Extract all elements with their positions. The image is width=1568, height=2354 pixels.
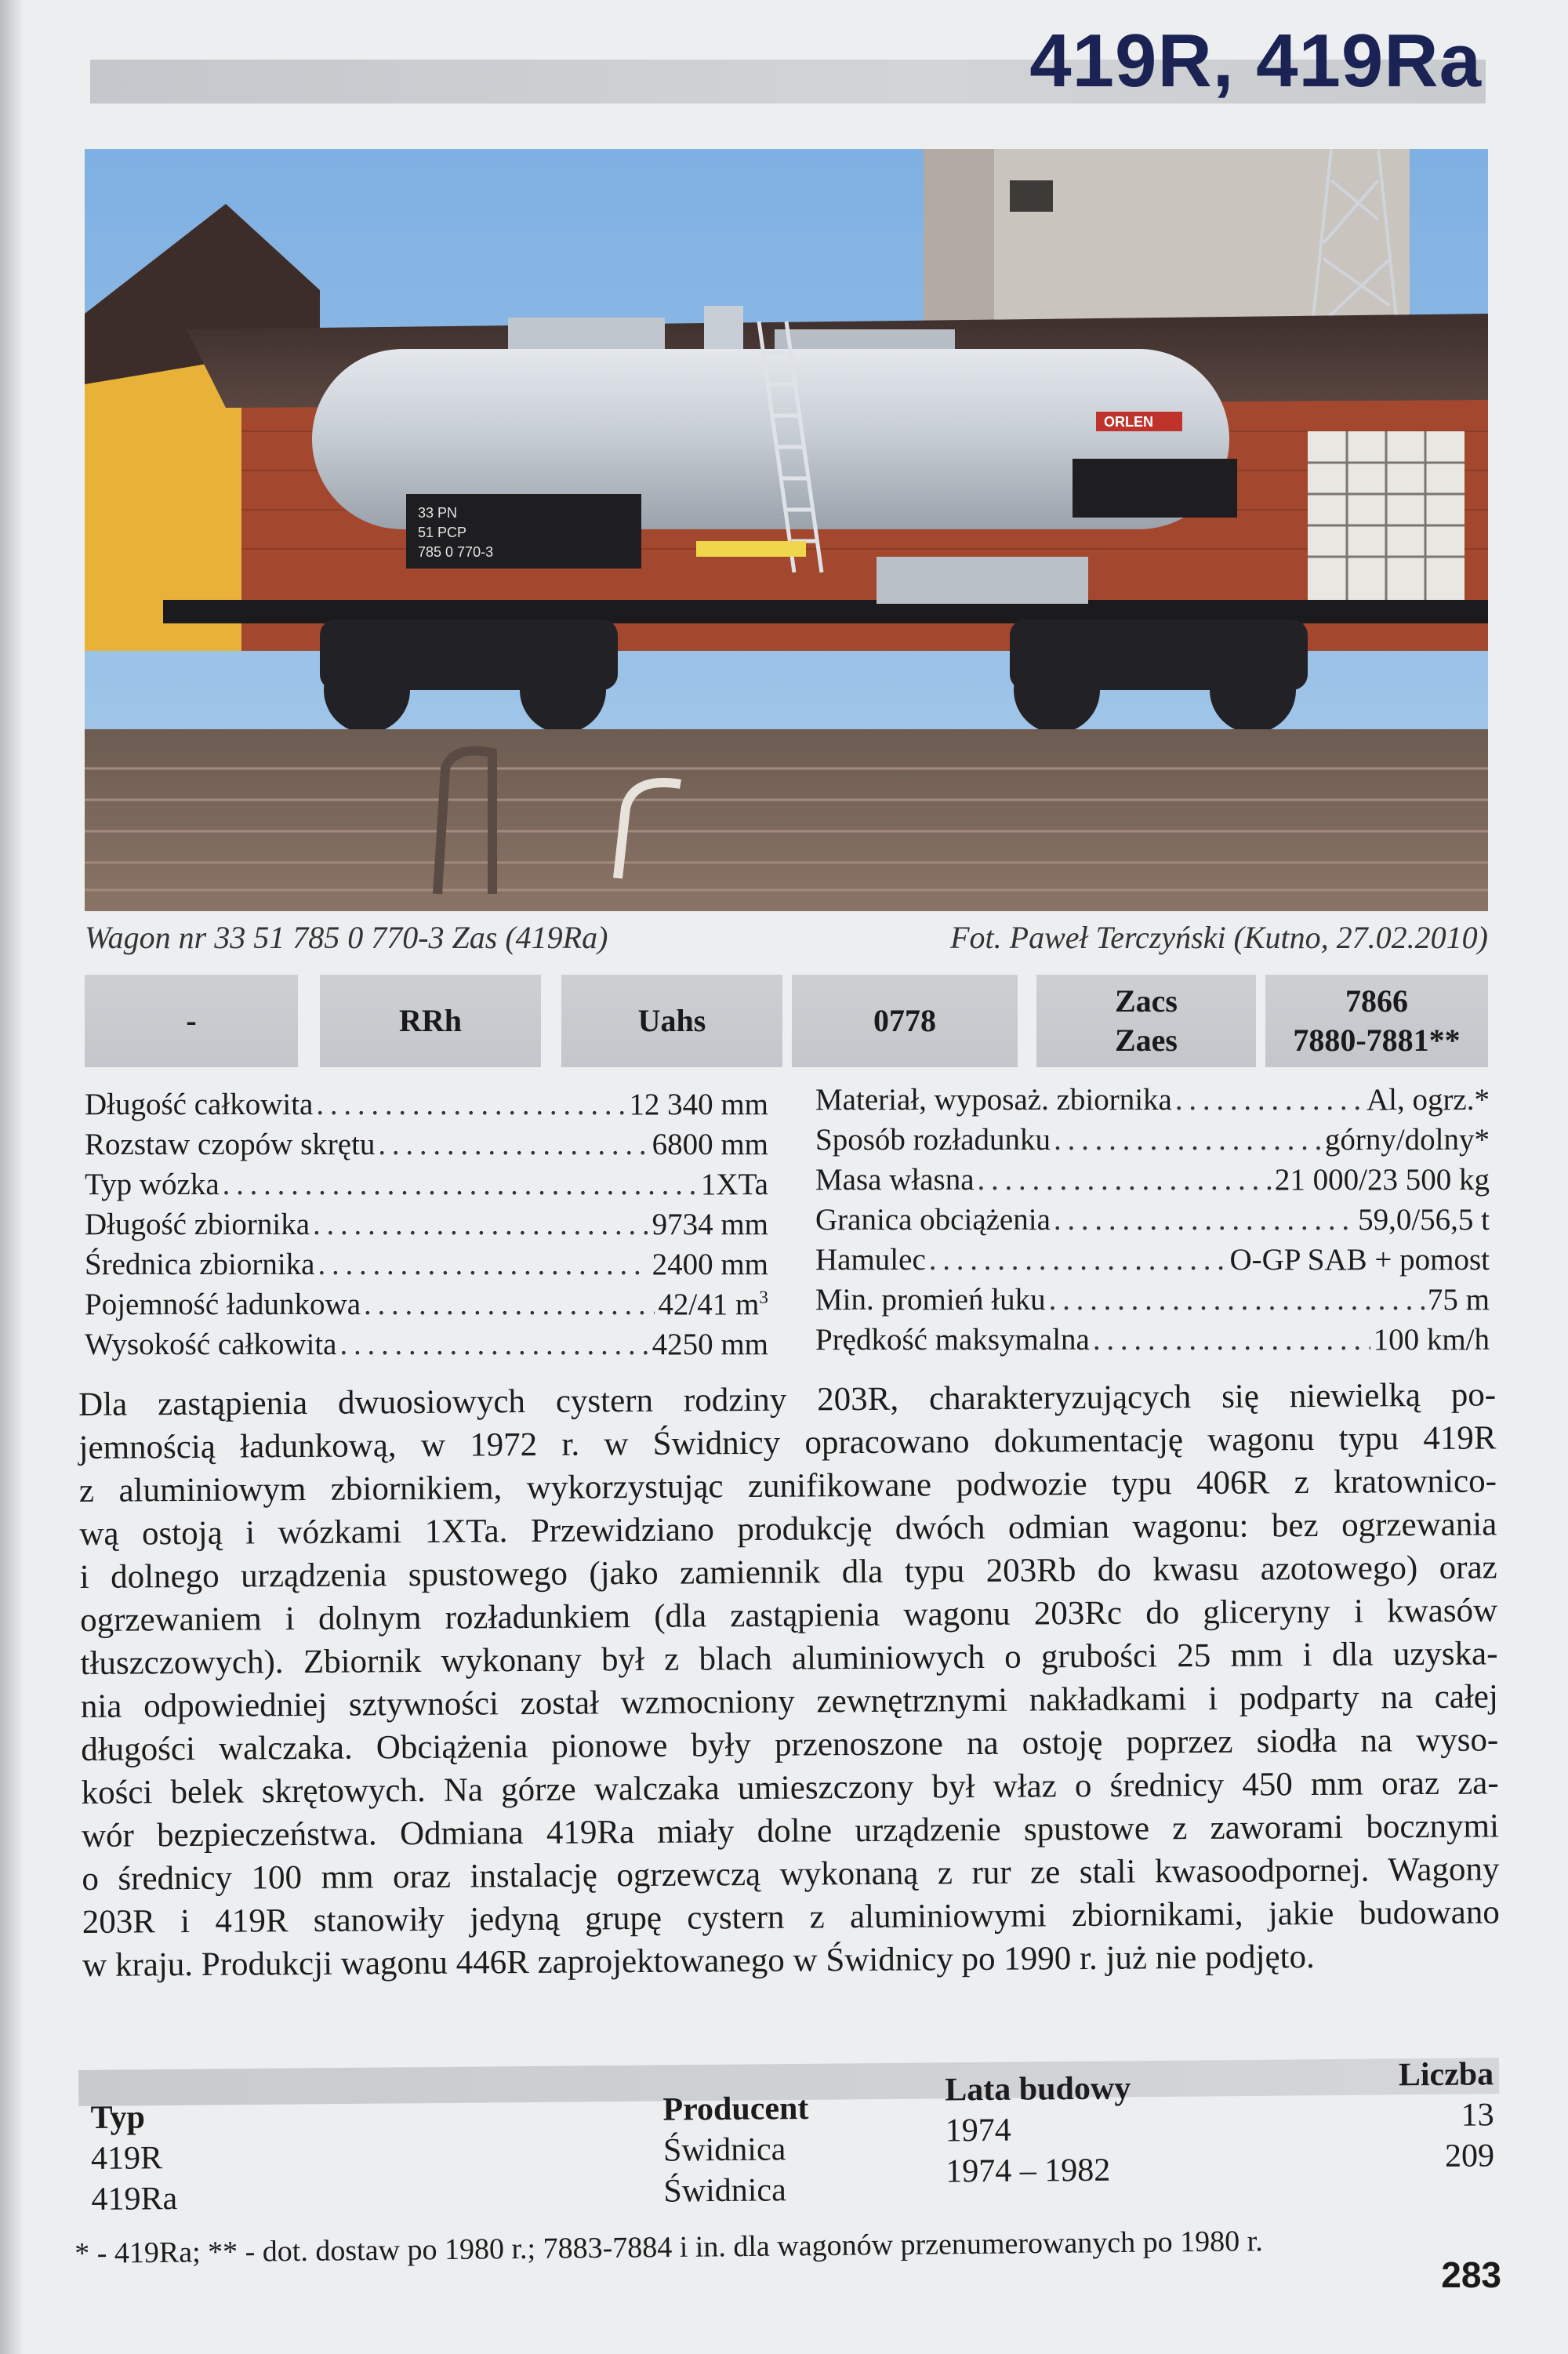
spec-row [815, 1280, 1490, 1320]
code-value: Zaes [1115, 1023, 1178, 1058]
code-box-4 [792, 975, 1018, 1067]
spec-value: 42/41 m [658, 1288, 760, 1321]
spec-label: Długość całkowita [85, 1088, 314, 1121]
code-box-3 [561, 975, 782, 1067]
spec-superscript: 3 [759, 1288, 768, 1308]
spec-label: Sposób rozładunku [815, 1123, 1051, 1157]
cell-count: 13 [1461, 2097, 1494, 2134]
spec-list-right [815, 1080, 1490, 1360]
spec-value: 2400 mm [652, 1248, 768, 1281]
body-line: 203R i 419R stanowiły jedyną grupę cystern z aluminiowymi zbiornikami, jakie budowano [82, 1894, 1500, 1941]
spec-row [85, 1324, 768, 1364]
spec-value: 6800 mm [652, 1128, 768, 1161]
col-header: Producent [662, 2091, 809, 2128]
page-number: 283 [1441, 2254, 1501, 2295]
col-producer [662, 2088, 809, 2212]
body-line: ogrzewaniem i dolnym rozładunkiem (dla zastąpienia wagonu 203Rc do gliceryny i kwasów [79, 1592, 1498, 1639]
photo-credit: Fot. Paweł Terczyński (Kutno, 27.02.2010) [950, 920, 1488, 955]
spec-value: 75 m [1427, 1283, 1490, 1317]
spec-row [85, 1124, 768, 1164]
spec-label: Granica obciążenia [815, 1203, 1051, 1237]
body-line: i dolnego urządzenia spustowego (jako zamiennik dla typu 203Rb do kwasu azotowego) oraz [79, 1549, 1497, 1596]
spec-label: Średnica zbiornika [85, 1248, 315, 1281]
spec-row [85, 1284, 768, 1324]
body-line: długości walczaka. Obciążenia pionowe były przenoszone na ostoję poprzez siodła na wyso- [81, 1721, 1499, 1768]
spec-row [815, 1200, 1490, 1240]
cell-producer: Świdnica [663, 2172, 786, 2210]
spec-row [815, 1080, 1490, 1120]
spec-row [85, 1164, 768, 1204]
page-edge-shadow [0, 0, 24, 2354]
spec-label: Długość zbiornika [85, 1208, 310, 1241]
spec-label: Materiał, wyposaż. zbiornika [815, 1083, 1172, 1117]
code-value: 7880-7881** [1293, 1023, 1461, 1058]
col-header: Typ [90, 2099, 146, 2136]
wagon-photo [85, 149, 1488, 911]
spec-row [815, 1120, 1490, 1160]
spec-label: Masa własna [815, 1163, 975, 1197]
cell-years: 1974 [945, 2112, 1011, 2149]
spec-row [85, 1084, 768, 1124]
spec-row [815, 1320, 1490, 1360]
spec-label: Wysokość całkowita [85, 1328, 337, 1361]
spec-list-left [85, 1084, 768, 1364]
spec-value: 12 340 mm [629, 1088, 768, 1121]
spec-row [85, 1204, 768, 1244]
col-type [90, 2097, 177, 2220]
code-value: Uahs [637, 1003, 706, 1038]
spec-label: Rozstaw czopów skrętu [85, 1128, 376, 1161]
svg-text:33 PN: 33 PN [418, 505, 458, 521]
svg-text:785 0 770-3: 785 0 770-3 [418, 544, 494, 560]
spec-label: Hamulec [815, 1243, 926, 1277]
col-header: Liczba [1398, 2056, 1494, 2094]
cell-years: 1974 – 1982 [946, 2152, 1111, 2190]
svg-text:51 PCP: 51 PCP [418, 525, 467, 540]
spec-value: 100 km/h [1373, 1323, 1490, 1357]
body-line: jemnością ładunkową, w 1972 r. w Świdnicy opracowano dokumentację wagonu typu 419R [78, 1419, 1497, 1466]
col-header: Lata budowy [945, 2070, 1131, 2109]
svg-text:ORLEN: ORLEN [1104, 414, 1153, 430]
spec-label: Typ wózka [85, 1168, 220, 1201]
cell-type: 419Ra [91, 2181, 178, 2218]
body-line: Dla zastąpienia dwuosiowych cystern rodziny 203R, charakteryzujących się niewielką po- [78, 1376, 1497, 1423]
page-title: 419R, 419Ra [1029, 19, 1482, 103]
footnote: * - 419Ra; ** - dot. dostaw po 1980 r.; 7883-7884 i in. dla wagonów przenumerowanych po 1980 r. [74, 2225, 1263, 2270]
body-line: z aluminiowym zbiornikiem, wykorzystując zunifikowane podwozie typu 406R z kratownico- [78, 1462, 1497, 1509]
spec-value: Al, ogrz.* [1366, 1083, 1490, 1117]
spec-value: 4250 mm [652, 1328, 768, 1361]
code-value: RRh [398, 1003, 463, 1038]
code-box-5 [1036, 975, 1256, 1067]
spec-row [815, 1240, 1490, 1280]
cell-count: 209 [1444, 2138, 1495, 2174]
spec-value: 59,0/56,5 t [1358, 1203, 1490, 1237]
spec-value: O-GP SAB + pomost [1229, 1243, 1490, 1277]
body-line: wór bezpieczeństwa. Odmiana 419Ra miały dolne urządzenie spustowe z zaworami bocznymi [81, 1807, 1500, 1855]
cell-producer: Świdnica [662, 2131, 786, 2169]
code-value: Zacs [1115, 983, 1178, 1019]
code-row [85, 975, 1488, 1067]
spec-label: Min. promień łuku [815, 1283, 1046, 1317]
spec-label: Prędkość maksymalna [815, 1323, 1090, 1357]
code-value: - [186, 1003, 197, 1038]
body-line: wą ostoją i wózkami 1XTa. Przewidziano produkcję dwóch odmian wagonu: bez ogrzewania [79, 1506, 1497, 1553]
code-box-1 [85, 975, 298, 1067]
spec-row [85, 1244, 768, 1284]
spec-value: 1XTa [700, 1168, 768, 1201]
code-value: 7866 [1345, 983, 1408, 1019]
spec-row [815, 1160, 1490, 1200]
body-paragraph [78, 1373, 1500, 1987]
photo-caption-left: Wagon nr 33 51 785 0 770-3 Zas (419Ra) [85, 920, 608, 955]
body-line: kości belek skrętowych. Na górze walczaka umieszczony był właz o średnicy 450 mm oraz za- [81, 1764, 1499, 1811]
code-box-6 [1265, 975, 1488, 1067]
col-years [945, 2068, 1131, 2192]
spec-label: Pojemność ładunkowa [85, 1288, 361, 1321]
body-line: tłuszczowych). Zbiornik wykonany był z blach aluminiowych o grubości 25 mm i dla uzyska- [80, 1635, 1498, 1682]
body-line: nia odpowiedniej sztywności został wzmocniony zewnętrznymi nakładkami i podparty na całej [80, 1678, 1498, 1725]
body-line: o średnicy 100 mm oraz instalację ogrzewczą wykonaną z rur ze stali kwasoodpornej. Wagony [82, 1851, 1500, 1898]
cell-type: 419R [90, 2140, 163, 2177]
spec-value: górny/dolny* [1324, 1123, 1490, 1157]
col-count [1399, 2054, 1495, 2177]
code-box-2 [320, 975, 541, 1067]
spec-value: 9734 mm [652, 1208, 768, 1241]
body-line: w kraju. Produkcji wagonu 446R zaprojektowanego w Świdnicy po 1990 r. już nie podjęto. [82, 1938, 1315, 1984]
spec-value: 21 000/23 500 kg [1274, 1163, 1490, 1197]
code-value: 0778 [873, 1003, 936, 1038]
